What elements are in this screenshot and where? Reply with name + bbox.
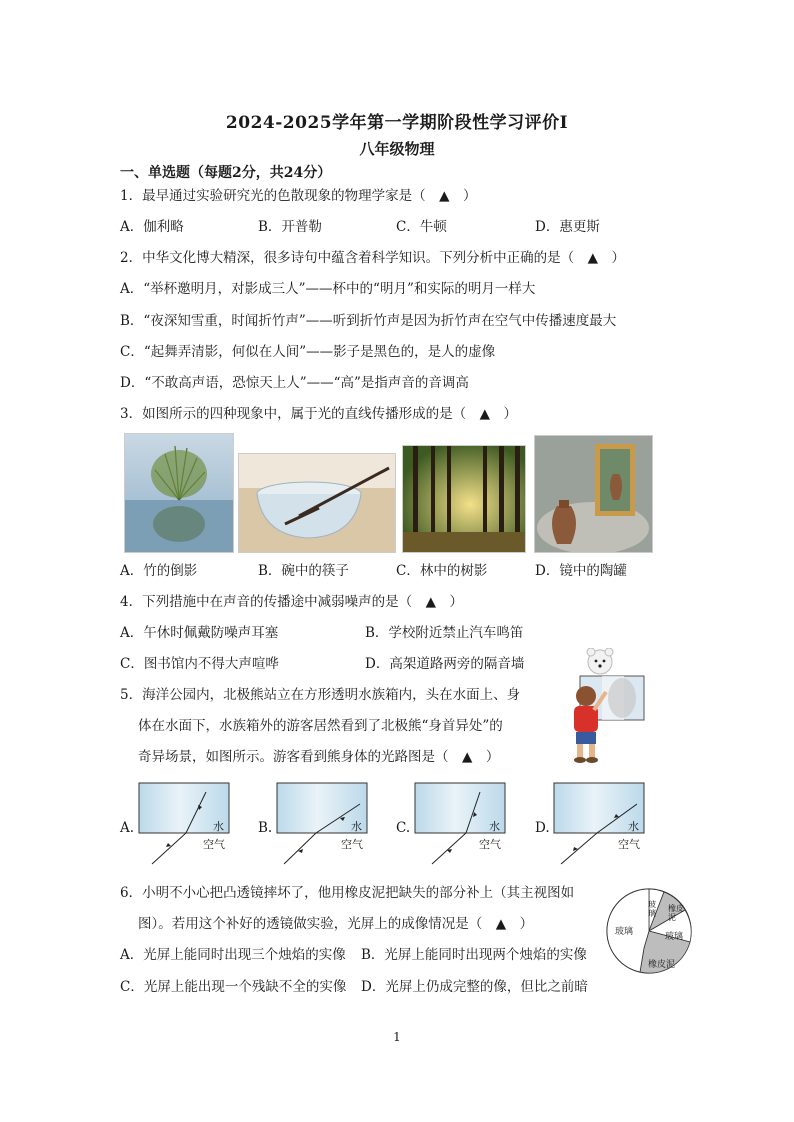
question-5-option-b-label: B. <box>258 820 273 836</box>
page-subtitle: 八年级物理 <box>359 140 435 158</box>
lens-label-clay-bottom: 橡皮泥 <box>648 960 676 970</box>
bamboo-reflection-photo <box>124 433 234 553</box>
diagram-d-water-label: 水 <box>628 820 639 833</box>
question-2-option-a: A．“举杯邀明月，对影成三人”——杯中的“明月”和实际的明月一样大 <box>120 281 536 297</box>
question-2-option-c: C．“起舞弄清影，何似在人间”——影子是黑色的，是人的虚像 <box>120 344 496 360</box>
question-4-stem: 4．下列措施中在声音的传播途中减弱噪声的是（ ▲ ） <box>120 594 463 610</box>
question-6-option-b: B．光屏上能同时出现两个烛焰的实像 <box>361 947 587 963</box>
lens-label-glass-top: 玻璃 <box>648 900 656 918</box>
chopsticks-bowl-photo <box>238 453 396 553</box>
section-heading: 一、单选题（每题2分，共24分） <box>120 165 332 181</box>
question-1-option-a: A．伽利略 <box>120 219 184 235</box>
diagram-c-air-label: 空气 <box>479 838 501 851</box>
question-2-stem: 2．中华文化博大精深，很多诗句中蕴含着科学知识。下列分析中正确的是（ ▲ ） <box>120 250 625 266</box>
diagram-d-air-label: 空气 <box>618 838 640 851</box>
page-title: 2024-2025学年第一学期阶段性学习评价Ⅰ <box>225 113 569 133</box>
question-1-stem: 1．最早通过实验研究光的色散现象的物理学家是（ ▲ ） <box>120 188 477 204</box>
lens-label-glass-right: 玻璃 <box>665 932 684 942</box>
question-5-option-d-label: D. <box>535 820 550 836</box>
question-1-option-c: C．牛顿 <box>396 219 447 235</box>
question-2-option-b: B．“夜深知雪重，时闻折竹声”——听到折竹声是因为折竹声在空气中传播速度最大 <box>120 313 617 329</box>
lens-label-glass-left: 玻璃 <box>615 927 634 937</box>
question-3-option-d: D．镜中的陶罐 <box>535 563 627 579</box>
question-3-option-b: B．碗中的筷子 <box>258 563 349 579</box>
diagram-a-water-label: 水 <box>213 820 224 833</box>
question-4-option-c: C．图书馆内不得大声喧哗 <box>120 656 279 672</box>
question-6-option-d: D．光屏上仍成完整的像，但比之前暗 <box>361 979 588 995</box>
lens-label-clay-top: 橡皮泥 <box>668 904 684 922</box>
question-3-option-c: C．林中的树影 <box>396 563 488 579</box>
question-6-line-2: 图）。若用这个补好的透镜做实验，光屏上的成像情况是（ ▲ ） <box>138 916 534 932</box>
forest-shadow-photo <box>402 445 526 553</box>
diagram-c-water-label: 水 <box>489 820 500 833</box>
question-5-option-a-label: A. <box>120 820 135 836</box>
diagram-b-water-label: 水 <box>351 820 362 833</box>
question-6-line-1: 6．小明不小心把凸透镜摔坏了，他用橡皮泥把缺失的部分补上（其主视图如 <box>120 885 575 901</box>
diagram-a-air-label: 空气 <box>203 838 225 851</box>
question-5-option-c-label: C. <box>396 820 411 836</box>
question-2-option-d: D．“不敢高声语，恐惊天上人”——“高”是指声音的音调高 <box>120 375 469 391</box>
polar-bear-illustration <box>562 648 646 766</box>
diagram-b-air-label: 空气 <box>341 838 363 851</box>
question-5-line-2: 体在水面下，水族箱外的游客居然看到了北极熊“身首异处”的 <box>138 718 503 734</box>
question-6-option-a: A．光屏上能同时出现三个烛焰的实像 <box>120 947 346 963</box>
question-5-line-1: 5．海洋公园内，北极熊站立在方形透明水族箱内，头在水面上、身 <box>120 687 521 703</box>
question-1-option-b: B．开普勒 <box>258 219 322 235</box>
question-3-stem: 3．如图所示的四种现象中，属于光的直线传播形成的是（ ▲ ） <box>120 406 517 422</box>
question-3-option-a: A．竹的倒影 <box>120 563 198 579</box>
question-4-option-b: B．学校附近禁止汽车鸣笛 <box>365 625 524 641</box>
question-1-option-d: D．惠更斯 <box>535 219 600 235</box>
question-4-option-a: A．午休时佩戴防噪声耳塞 <box>120 625 279 641</box>
jar-mirror-photo <box>534 435 653 553</box>
question-4-option-d: D．高架道路两旁的隔音墙 <box>365 656 525 672</box>
page-number: 1 <box>393 1030 401 1044</box>
question-6-option-c: C．光屏上能出现一个残缺不全的实像 <box>120 979 347 995</box>
question-5-line-3: 奇异场景，如图所示。游客看到熊身体的光路图是（ ▲ ） <box>138 749 500 765</box>
